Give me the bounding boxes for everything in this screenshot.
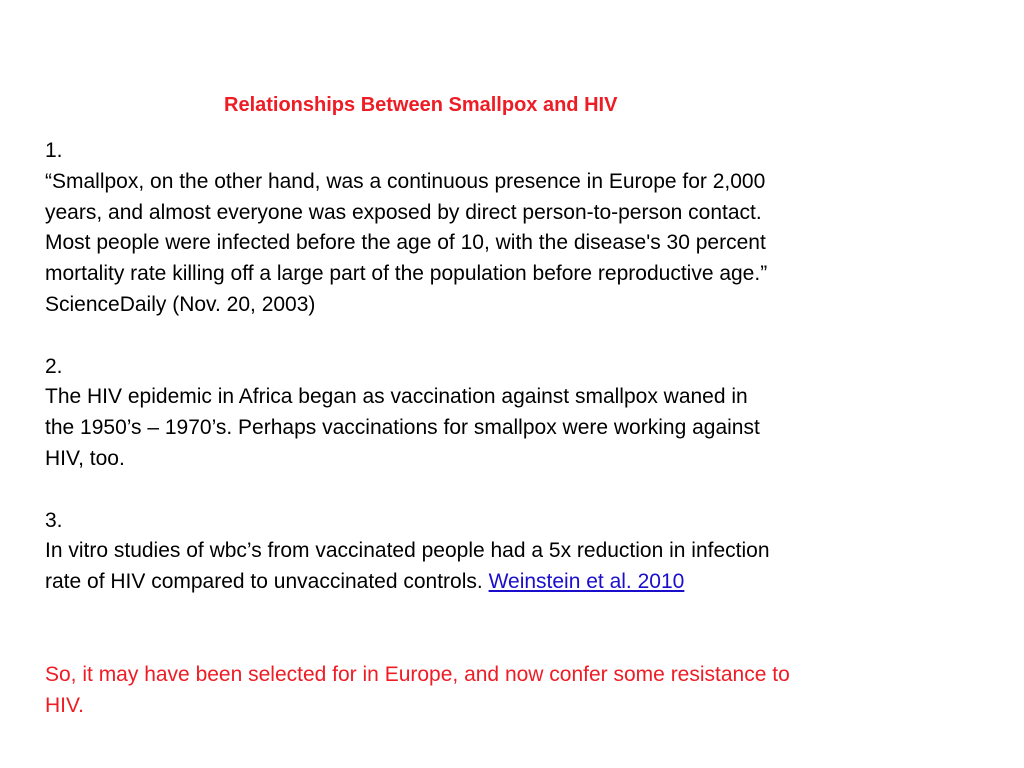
point-line: the 1950’s – 1970’s. Perhaps vaccinations for smallpox were working against: [45, 416, 760, 440]
point-line: Most people were infected before the age of 10, with the disease's 30 percent: [45, 231, 766, 255]
point-line-text: rate of HIV compared to unvaccinated controls.: [45, 570, 489, 594]
point-number: 3.: [45, 508, 63, 532]
reference-link-weinstein[interactable]: Weinstein et al. 2010: [488, 570, 685, 594]
slide-body: [45, 136, 995, 722]
conclusion-line: So, it may have been selected for in Europe, and now confer some resistance to: [45, 662, 790, 686]
point-line: “Smallpox, on the other hand, was a continuous presence in Europe for 2,000: [45, 169, 766, 193]
citation-sciencedaily: ScienceDaily (Nov. 20, 2003): [45, 292, 316, 316]
conclusion-line: HIV.: [45, 693, 84, 717]
point-number: 2.: [45, 354, 63, 378]
point-line-with-link: [45, 567, 995, 598]
conclusion: [45, 660, 995, 722]
point-number: 1.: [45, 139, 63, 162]
point-line: HIV, too.: [45, 446, 125, 470]
point-line: years, and almost everyone was exposed by direct person-to-person contact.: [45, 200, 762, 224]
point-1: [45, 136, 995, 321]
point-line: The HIV epidemic in Africa began as vaccination against smallpox waned in: [45, 385, 748, 409]
point-3: [45, 506, 995, 598]
point-line: mortality rate killing off a large part of the population before reproductive age.”: [45, 262, 768, 286]
spacer: [45, 598, 995, 660]
point-line: In vitro studies of wbc’s from vaccinated people had a 5x reduction in infection: [45, 539, 770, 563]
spacer: [45, 475, 995, 506]
spacer: [45, 321, 995, 352]
point-2: [45, 352, 995, 475]
slide-title: Relationships Between Smallpox and HIV: [224, 94, 618, 116]
